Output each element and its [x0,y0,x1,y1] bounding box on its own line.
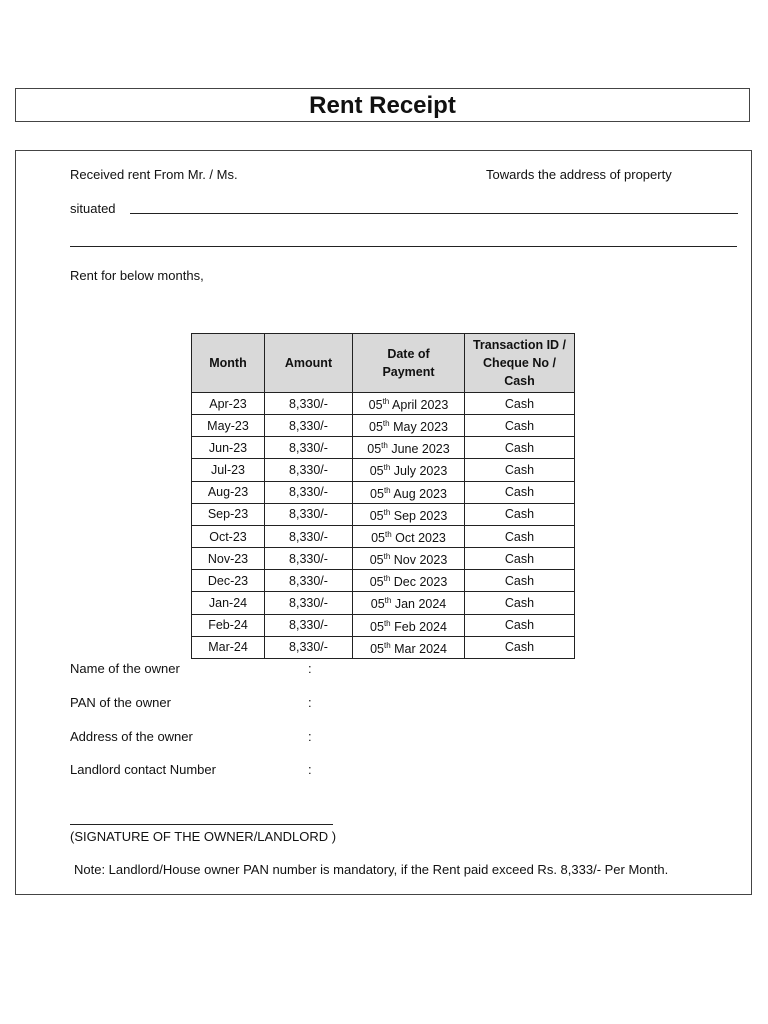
transaction-cell: Cash [465,570,575,592]
ordinal: th [383,507,391,517]
day: 05 [369,553,384,568]
day: 05 [369,464,384,479]
date-cell [353,459,465,481]
month-cell: Jan-24 [192,592,265,614]
transaction-cell: Cash [465,592,575,614]
owner-field-label: PAN of the owner [70,695,171,710]
address-line-2 [70,246,737,247]
ordinal: th [383,463,391,473]
month-cell: May-23 [192,415,265,437]
ordinal: th [383,485,391,495]
transaction-cell: Cash [465,503,575,525]
date-cell [353,525,465,547]
date-cell [353,393,465,415]
amount-cell: 8,330/- [265,570,353,592]
month-year: Feb 2024 [394,619,447,634]
ordinal: th [383,618,391,628]
signature-line [70,824,333,825]
amount-cell: 8,330/- [265,548,353,570]
page-title: Rent Receipt [309,92,456,119]
day: 05 [370,619,384,634]
transaction-cell: Cash [465,525,575,547]
month-cell: Sep-23 [192,503,265,525]
table-row [192,614,575,636]
header-amount: Amount [265,334,353,393]
transaction-cell: Cash [465,415,575,437]
header-date: Date of Payment [353,334,465,393]
amount-cell: 8,330/- [265,481,353,503]
month-year: July 2023 [393,464,448,479]
amount-cell: 8,330/- [265,636,353,658]
transaction-cell: Cash [465,636,575,658]
table-row [192,393,575,415]
month-year: Dec 2023 [393,575,448,590]
date-cell [353,636,465,658]
amount-cell: 8,330/- [265,437,353,459]
owner-field-label: Address of the owner [70,729,193,744]
day: 05 [370,486,384,501]
title-box [15,88,750,122]
month-cell: Apr-23 [192,393,265,415]
table-row [192,548,575,570]
month-year: May 2023 [393,420,448,435]
owner-field-colon: : [308,695,312,710]
owner-field-label: Landlord contact Number [70,762,216,777]
date-cell [353,415,465,437]
month-cell: Aug-23 [192,481,265,503]
date-cell [353,614,465,636]
month-cell: Nov-23 [192,548,265,570]
amount-cell: 8,330/- [265,393,353,415]
amount-cell: 8,330/- [265,614,353,636]
received-from-label: Received rent From Mr. / Ms. [70,167,238,182]
towards-label: Towards the address of property [486,167,672,182]
month-year: Jan 2024 [394,597,447,612]
month-year: June 2023 [391,442,450,457]
day: 05 [369,420,383,435]
day: 05 [369,575,384,590]
ordinal: th [383,640,391,650]
month-cell: Feb-24 [192,614,265,636]
rent-for-label: Rent for below months, [70,268,204,283]
date-cell [353,570,465,592]
amount-cell: 8,330/- [265,592,353,614]
table-row [192,437,575,459]
table-row [192,636,575,658]
owner-field-colon: : [308,762,312,777]
header-month: Month [192,334,265,393]
table-row [192,415,575,437]
month-cell: Mar-24 [192,636,265,658]
month-cell: Jun-23 [192,437,265,459]
date-cell [353,548,465,570]
month-year: Nov 2023 [393,553,448,568]
note-text: Note: Landlord/House owner PAN number is mandatory, if the Rent paid exceed Rs. 8,333/- Per Month. [74,862,669,877]
month-cell: Dec-23 [192,570,265,592]
amount-cell: 8,330/- [265,525,353,547]
day: 05 [370,597,385,612]
day: 05 [367,442,382,457]
transaction-cell: Cash [465,548,575,570]
day: 05 [371,531,385,546]
amount-cell: 8,330/- [265,503,353,525]
ordinal: th [383,552,391,562]
date-cell [353,503,465,525]
month-year: Oct 2023 [395,531,446,546]
ordinal: th [382,397,390,406]
ordinal: th [384,596,392,606]
signature-label: (SIGNATURE OF THE OWNER/LANDLORD ) [70,829,337,844]
date-cell [353,437,465,459]
owner-field-colon: : [308,729,312,744]
month-cell: Oct-23 [192,525,265,547]
month-cell: Jul-23 [192,459,265,481]
ordinal: th [382,419,390,429]
day: 05 [369,508,384,523]
date-cell [353,592,465,614]
amount-cell: 8,330/- [265,415,353,437]
day: 05 [370,641,384,656]
day: 05 [368,398,383,413]
rent-table [191,333,575,659]
table-row [192,459,575,481]
month-year: Mar 2024 [394,641,447,656]
amount-cell: 8,330/- [265,459,353,481]
ordinal: th [381,441,388,451]
ordinal: th [385,529,392,539]
situated-label: situated [70,201,116,216]
owner-field-label: Name of the owner [70,661,180,676]
table-row [192,592,575,614]
month-year: Aug 2023 [393,486,447,501]
month-year: April 2023 [392,398,449,413]
table-row [192,503,575,525]
table-row [192,525,575,547]
month-year: Sep 2023 [393,508,448,523]
transaction-cell: Cash [465,393,575,415]
transaction-cell: Cash [465,481,575,503]
table-row [192,570,575,592]
ordinal: th [383,574,391,584]
transaction-cell: Cash [465,614,575,636]
date-cell [353,481,465,503]
header-transaction: Transaction ID / Cheque No / Cash [465,334,575,393]
owner-field-colon: : [308,661,312,676]
transaction-cell: Cash [465,459,575,481]
transaction-cell: Cash [465,437,575,459]
table-row [192,481,575,503]
address-line-1 [130,213,738,214]
